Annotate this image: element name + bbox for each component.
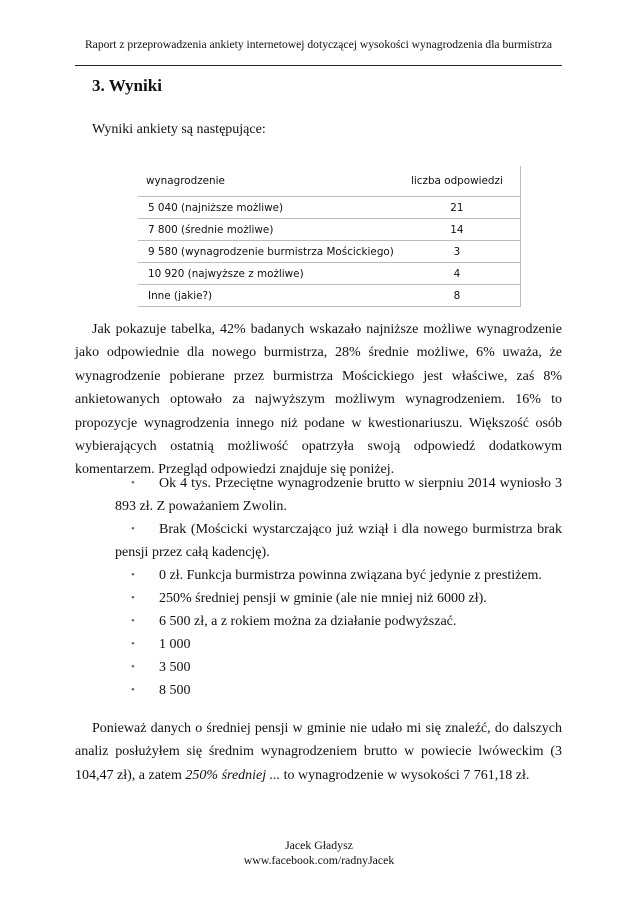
table-header-count: liczba odpowiedzi bbox=[411, 175, 503, 187]
table-cell-count: 21 bbox=[394, 197, 521, 219]
table-row bbox=[138, 219, 521, 241]
table-cell-label: Inne (jakie?) bbox=[138, 285, 394, 307]
table-header-salary: wynagrodzenie bbox=[146, 175, 225, 187]
bullet-icon: • bbox=[131, 684, 135, 696]
answer-text: 250% średniej pensji w gminie (ale nie mniej niż 6000 zł). bbox=[159, 591, 487, 606]
list-item bbox=[115, 587, 562, 610]
table-cell-label: 5 040 (najniższe możliwe) bbox=[138, 197, 394, 219]
page-footer bbox=[0, 838, 638, 868]
table-cell-count: 4 bbox=[394, 263, 521, 285]
analysis-paragraph bbox=[75, 717, 562, 787]
results-summary-paragraph: Jak pokazuje tabelka, 42% badanych wskazało najniższe możliwe wynagrodzenie jako odpowiednie dla nowego burmistrza, 28% średnie możliwe, 6% uważa, że wynagrodzenie pobierane przez burmistrza Mościckiego jest właściwe, zaś 8% ankietowanych optowało za najwyższym możliwym wynagrodzeniem. 16% to propozycje wynagrodzenia innego niż podane w kwestionariuszu. Większość osób wybierających ostatnią możliwość opatrzyła swoją odpowiedź dodatkowym komentarzem. Przegląd odpowiedzi znajduje się poniżej. bbox=[75, 322, 562, 478]
table-row bbox=[138, 241, 521, 263]
list-item bbox=[115, 679, 562, 702]
table-header-row bbox=[138, 166, 521, 197]
table-cell-count: 3 bbox=[394, 241, 521, 263]
table-cell-label: 7 800 (średnie możliwe) bbox=[138, 219, 394, 241]
list-item bbox=[115, 656, 562, 679]
table-row bbox=[138, 197, 521, 219]
table-cell-count: 8 bbox=[394, 285, 521, 307]
list-item bbox=[115, 610, 562, 633]
table-row bbox=[138, 285, 521, 307]
list-item bbox=[115, 472, 562, 519]
section-title: 3. Wyniki bbox=[92, 76, 162, 95]
answer-text: 1 000 bbox=[159, 637, 191, 652]
answer-text: 3 500 bbox=[159, 660, 191, 675]
analysis-text-italic: 250% średniej ... bbox=[185, 767, 281, 783]
bullet-icon: • bbox=[131, 661, 135, 673]
bullet-icon: • bbox=[131, 523, 135, 535]
footer-url: www.facebook.com/radnyJacek bbox=[243, 853, 395, 867]
analysis-text-after: to wynagrodzenie w wysokości 7 761,18 zł. bbox=[280, 767, 530, 783]
table-cell-count: 14 bbox=[394, 219, 521, 241]
list-item bbox=[115, 564, 562, 587]
list-item bbox=[115, 633, 562, 656]
table-cell-label: 10 920 (najwyższe z możliwe) bbox=[138, 263, 394, 285]
answer-text: 6 500 zł, a z rokiem można za działanie podwyższać. bbox=[159, 614, 457, 629]
footer-author: Jacek Gładysz bbox=[285, 838, 353, 852]
bullet-icon: • bbox=[131, 592, 135, 604]
list-item bbox=[115, 518, 562, 565]
bullet-icon: • bbox=[131, 477, 135, 489]
answer-text: Ok 4 tys. Przeciętne wynagrodzenie brutto w sierpniu 2014 wyniosło 3 893 zł. Z poważaniem Zwolin. bbox=[115, 476, 562, 515]
answer-text: 0 zł. Funkcja burmistrza powinna związana być jedynie z prestiżem. bbox=[159, 568, 542, 583]
table-row bbox=[138, 263, 521, 285]
bullet-icon: • bbox=[131, 569, 135, 581]
results-table bbox=[138, 166, 521, 307]
section-intro: Wyniki ankiety są następujące: bbox=[92, 122, 266, 137]
page-header: Raport z przeprowadzenia ankiety internetowej dotyczącej wysokości wynagrodzenia dla burmistrza bbox=[84, 38, 553, 51]
analysis-text-before: Ponieważ danych o średniej pensji w gminie nie udało mi się znaleźć, do dalszych analiz posłużyłem się średnim wynagrodzeniem brutto w powiecie lwóweckim (3 104,47 zł), a zatem bbox=[75, 721, 562, 783]
bullet-icon: • bbox=[131, 615, 135, 627]
header-divider bbox=[75, 65, 562, 66]
bullet-icon: • bbox=[131, 638, 135, 650]
answer-text: Brak (Mościcki wystarczająco już wziął i dla nowego burmistrza brak pensji przez całą kadencję). bbox=[115, 522, 562, 561]
table-cell-label: 9 580 (wynagrodzenie burmistrza Mościckiego) bbox=[138, 241, 394, 263]
answer-text: 8 500 bbox=[159, 683, 191, 698]
